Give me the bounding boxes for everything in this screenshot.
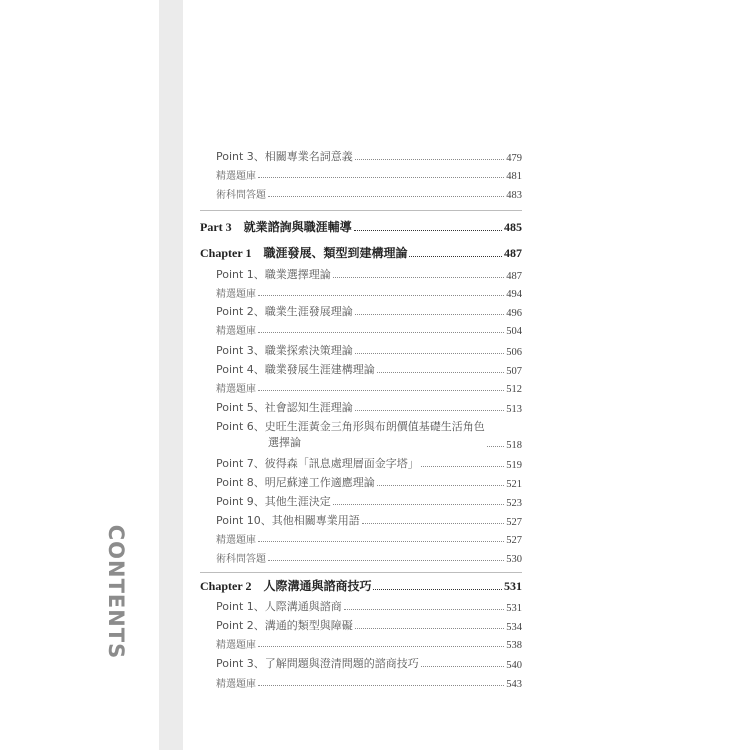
toc-entry-page: 530 [506,554,522,565]
toc-entry[interactable] [200,399,522,415]
chapter-page: 487 [504,246,522,260]
toc-entry-page: 506 [506,347,522,358]
toc-entry-label: 精選題庫 [216,171,256,182]
toc-entry-label: Point 3、相關專業名詞意義 [216,150,353,163]
toc-entry-label: Point 3、了解問題與澄清問題的諮商技巧 [216,657,419,670]
dot-leader [409,256,502,257]
dot-leader [344,609,504,610]
toc-entry-label-line1: Point 6、史旺生涯黃金三角形與布朗價值基礎生活角色 [216,420,485,433]
toc-entry[interactable] [200,361,522,377]
toc-entry-page: 512 [506,384,522,395]
toc-entry[interactable] [200,636,522,651]
toc-entry-page: 523 [506,498,522,509]
toc-entry-page: 531 [506,603,522,614]
toc-entry-label: 精選題庫 [216,535,256,546]
dot-leader [377,485,504,486]
dot-leader [258,332,504,333]
toc-part-heading[interactable] [200,218,522,235]
toc-entry-label: 精選題庫 [216,326,256,337]
toc-entry-label: 精選題庫 [216,679,256,690]
toc-chapter-heading[interactable] [200,244,522,261]
toc-entry-page: 507 [506,366,522,377]
toc-entry-page: 543 [506,679,522,690]
table-of-contents [200,0,522,750]
toc-entry[interactable] [200,550,522,565]
dot-leader [258,390,504,391]
toc-entry[interactable] [200,380,522,395]
toc-entry-page: 538 [506,640,522,651]
part-page: 485 [504,220,522,234]
toc-entry[interactable] [200,322,522,337]
toc-entry-label: Point 1、職業選擇理論 [216,268,331,281]
toc-entry-label: Point 9、其他生涯決定 [216,495,331,508]
toc-entry-page: 518 [506,440,522,451]
toc-entry[interactable] [200,655,522,671]
toc-entry[interactable] [200,598,522,614]
toc-entry-label: Point 10、其他相關專業用語 [216,514,360,527]
dot-leader [354,230,502,231]
dot-leader [355,628,504,629]
part-title: Part 3 就業諮詢與職涯輔導 [200,220,352,234]
toc-entry[interactable] [200,493,522,509]
dot-leader [268,560,504,561]
toc-entry-page: 487 [506,271,522,282]
toc-entry-label: 精選題庫 [216,384,256,395]
toc-entry-label: Point 5、社會認知生涯理論 [216,401,353,414]
toc-entry-label-line2: 選擇論 [268,436,301,449]
toc-entry-label: Point 2、職業生涯發展理論 [216,305,353,318]
toc-entry-page: 479 [506,153,522,164]
dot-leader [258,685,504,686]
dot-leader [355,159,504,160]
dot-leader [355,410,504,411]
chapter-page: 531 [504,579,522,593]
dot-leader [258,541,504,542]
chapter-title: Chapter 1 職涯發展、類型到建構理論 [200,246,408,260]
toc-entry-label: 術科問答題 [216,190,266,201]
toc-entry-page: 496 [506,308,522,319]
toc-entry-label: 精選題庫 [216,640,256,651]
toc-entry-page: 534 [506,622,522,633]
dot-leader [258,646,504,647]
toc-chapter-heading[interactable] [200,577,522,594]
contents-side-label: CONTENTS [104,524,128,660]
toc-entry[interactable] [200,342,522,358]
toc-entry[interactable] [200,186,522,201]
chapter-title: Chapter 2 人際溝通與諮商技巧 [200,579,372,593]
dot-leader [258,177,504,178]
toc-entry-label [216,419,485,451]
toc-entry[interactable] [200,167,522,182]
toc-entry[interactable] [200,675,522,690]
toc-entry[interactable] [200,455,522,471]
dot-leader [355,353,504,354]
dot-leader [333,277,504,278]
toc-entry[interactable] [200,512,522,528]
toc-entry-page: 481 [506,171,522,182]
dot-leader [258,295,504,296]
toc-entry[interactable] [200,617,522,633]
toc-entry-label: Point 3、職業探索決策理論 [216,344,353,357]
toc-entry-page: 527 [506,535,522,546]
dot-leader [421,666,504,667]
toc-entry[interactable] [200,285,522,300]
toc-entry[interactable] [200,419,522,451]
toc-entry[interactable] [200,531,522,546]
dot-leader [487,446,504,447]
toc-entry-page: 494 [506,289,522,300]
dot-leader [421,466,504,467]
dot-leader [362,523,504,524]
dot-leader [355,314,504,315]
toc-entry[interactable] [200,266,522,282]
dot-leader [268,196,504,197]
toc-entry[interactable] [200,148,522,164]
toc-entry-page: 483 [506,190,522,201]
toc-entry-label: Point 7、彼得森「訊息處理層面金字塔」 [216,457,419,470]
dot-leader [377,372,504,373]
toc-entry-page: 527 [506,517,522,528]
toc-entry[interactable] [200,303,522,319]
toc-entry-label: 精選題庫 [216,289,256,300]
toc-entry-page: 521 [506,479,522,490]
toc-entry[interactable] [200,474,522,490]
toc-entry-page: 540 [506,660,522,671]
toc-entry-label: Point 2、溝通的類型與障礙 [216,619,353,632]
toc-entry-page: 513 [506,404,522,415]
section-divider [200,210,522,211]
toc-entry-label: Point 4、職業發展生涯建構理論 [216,363,375,376]
side-band [159,0,183,750]
toc-entry-label: Point 1、人際溝通與諮商 [216,600,342,613]
section-divider [200,572,522,573]
toc-entry-page: 504 [506,326,522,337]
dot-leader [333,504,504,505]
toc-entry-label: 術科問答題 [216,554,266,565]
toc-entry-page: 519 [506,460,522,471]
toc-entry-label: Point 8、明尼蘇達工作適應理論 [216,476,375,489]
dot-leader [373,589,502,590]
